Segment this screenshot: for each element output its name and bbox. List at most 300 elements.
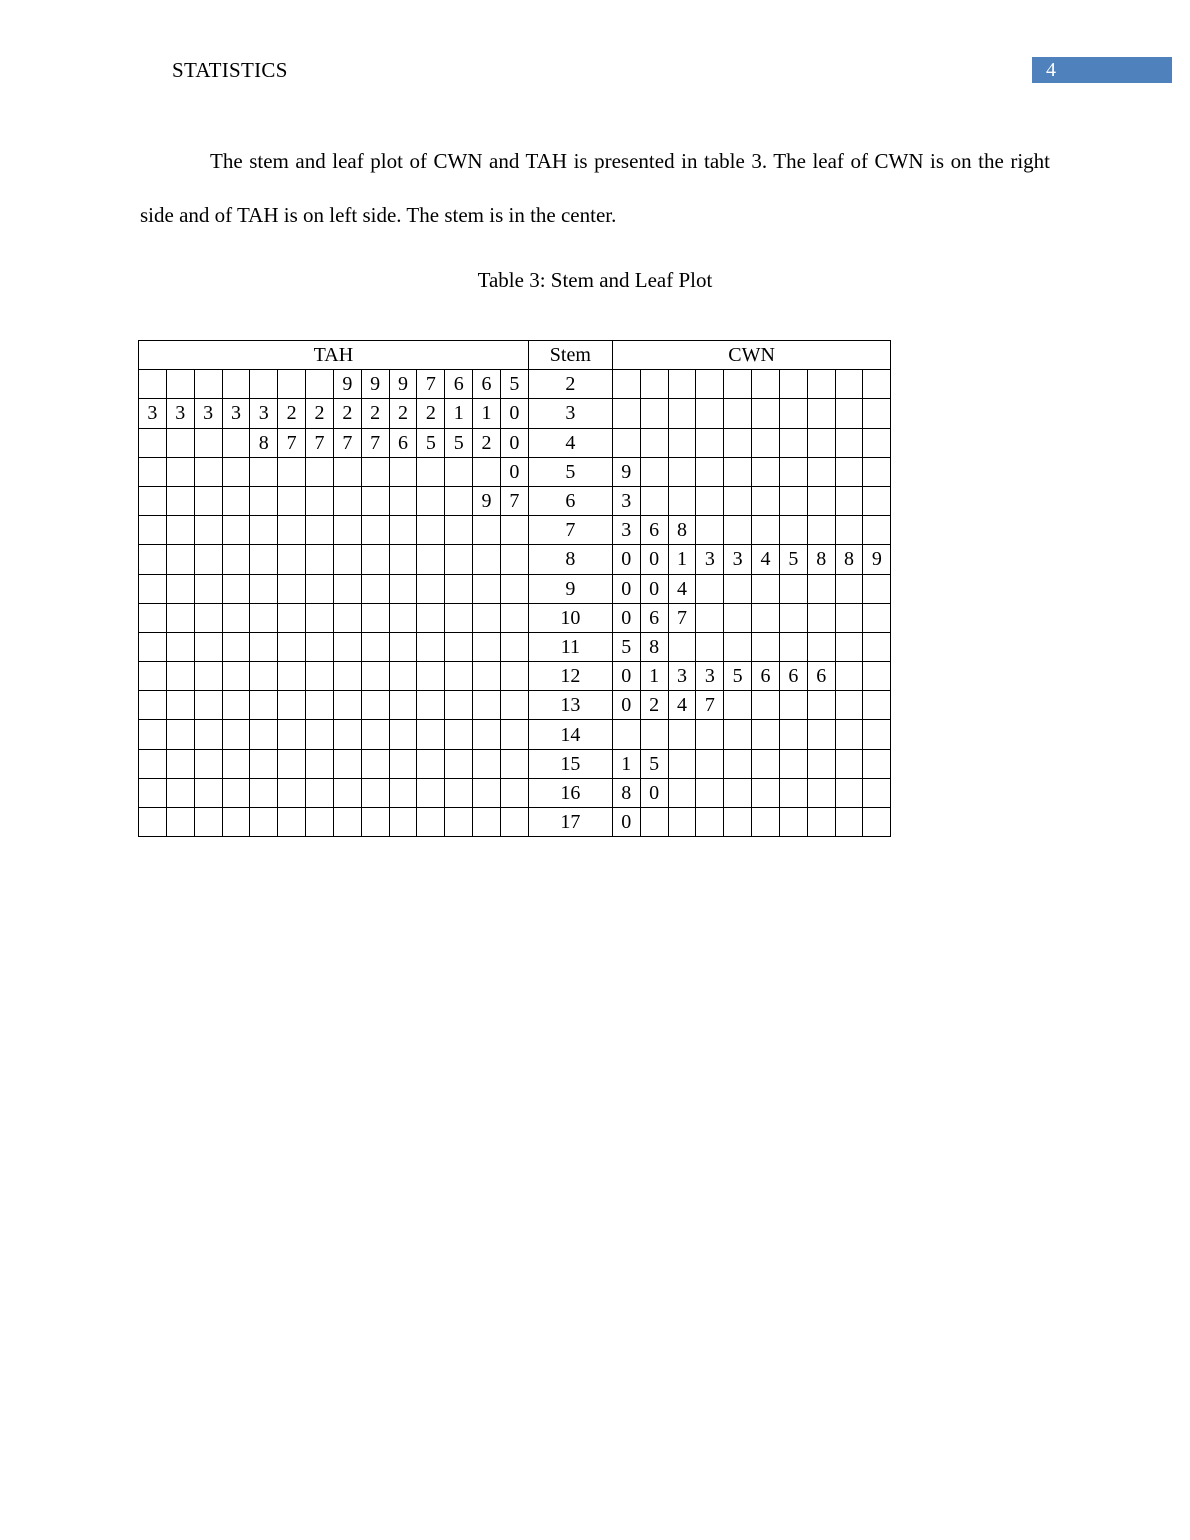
tah-leaf-cell (306, 808, 334, 837)
tah-leaf-cell (445, 545, 473, 574)
table-row (139, 516, 891, 545)
tah-leaf-cell (222, 370, 250, 399)
tah-leaf-cell (139, 749, 167, 778)
cwn-leaf-cell: 3 (612, 486, 640, 515)
cwn-leaf-cell (724, 720, 752, 749)
tah-leaf-cell (445, 778, 473, 807)
cwn-leaf-cell (779, 370, 807, 399)
cwn-leaf-cell (696, 778, 724, 807)
table-row (139, 603, 891, 632)
stem-cell: 10 (528, 603, 612, 632)
cwn-leaf-cell: 0 (612, 662, 640, 691)
cwn-leaf-cell (752, 808, 780, 837)
tah-leaf-cell (306, 457, 334, 486)
tah-leaf-cell (500, 691, 528, 720)
cwn-leaf-cell: 0 (612, 545, 640, 574)
cwn-leaf-cell (640, 720, 668, 749)
tah-leaf-cell (445, 574, 473, 603)
tah-leaf-cell (194, 691, 222, 720)
cwn-leaf-cell (612, 370, 640, 399)
tah-leaf-cell: 7 (306, 428, 334, 457)
tah-leaf-cell (139, 632, 167, 661)
cwn-leaf-cell (724, 457, 752, 486)
cwn-leaf-cell: 3 (696, 662, 724, 691)
tah-leaf-cell (222, 603, 250, 632)
tah-leaf-cell (250, 516, 278, 545)
tah-leaf-cell: 9 (361, 370, 389, 399)
cwn-leaf-cell (807, 808, 835, 837)
tah-leaf-cell (445, 486, 473, 515)
cwn-leaf-cell (779, 632, 807, 661)
stem-cell: 8 (528, 545, 612, 574)
tah-leaf-cell (194, 749, 222, 778)
tah-leaf-cell (389, 603, 417, 632)
cwn-leaf-cell (668, 399, 696, 428)
stem-cell: 5 (528, 457, 612, 486)
cwn-leaf-cell (696, 370, 724, 399)
tah-leaf-cell (361, 516, 389, 545)
cwn-leaf-cell: 0 (640, 574, 668, 603)
cwn-leaf-cell: 8 (612, 778, 640, 807)
cwn-leaf-cell (696, 428, 724, 457)
tah-leaf-cell (389, 545, 417, 574)
tah-leaf-cell (250, 749, 278, 778)
tah-leaf-cell: 3 (250, 399, 278, 428)
cwn-leaf-cell: 8 (668, 516, 696, 545)
tah-leaf-cell (473, 749, 501, 778)
tah-leaf-cell (306, 691, 334, 720)
tah-leaf-cell (139, 778, 167, 807)
cwn-leaf-cell (668, 720, 696, 749)
cwn-leaf-cell (779, 457, 807, 486)
cwn-leaf-cell (696, 632, 724, 661)
tah-leaf-cell (278, 516, 306, 545)
cwn-leaf-cell: 0 (612, 603, 640, 632)
cwn-leaf-cell (835, 749, 863, 778)
tah-leaf-cell (445, 808, 473, 837)
cwn-leaf-cell (696, 399, 724, 428)
tah-leaf-cell (250, 662, 278, 691)
tah-leaf-cell (389, 691, 417, 720)
tah-leaf-cell (333, 516, 361, 545)
tah-leaf-cell (250, 691, 278, 720)
table-caption: Table 3: Stem and Leaf Plot (477, 268, 713, 292)
cwn-leaf-cell: 9 (863, 545, 891, 574)
tah-leaf-cell (333, 457, 361, 486)
cwn-leaf-cell (668, 370, 696, 399)
tah-leaf-cell (194, 808, 222, 837)
cwn-leaf-cell (835, 778, 863, 807)
tah-leaf-cell: 5 (445, 428, 473, 457)
tah-leaf-cell (250, 486, 278, 515)
tah-leaf-cell: 0 (500, 399, 528, 428)
cwn-leaf-cell (668, 778, 696, 807)
tah-leaf-cell: 3 (194, 399, 222, 428)
stem-cell: 3 (528, 399, 612, 428)
tah-leaf-cell (194, 778, 222, 807)
cwn-leaf-cell (835, 691, 863, 720)
tah-leaf-cell (166, 457, 194, 486)
tah-leaf-cell (139, 545, 167, 574)
cwn-leaf-cell (724, 808, 752, 837)
tah-leaf-cell (194, 603, 222, 632)
tah-leaf-cell (389, 662, 417, 691)
tah-leaf-cell: 2 (278, 399, 306, 428)
cwn-leaf-cell: 6 (779, 662, 807, 691)
tah-leaf-cell (445, 516, 473, 545)
table-row (139, 778, 891, 807)
tah-leaf-cell (250, 632, 278, 661)
cwn-leaf-cell (668, 632, 696, 661)
cwn-leaf-cell: 6 (640, 603, 668, 632)
cwn-leaf-cell (696, 603, 724, 632)
cwn-leaf-cell (835, 370, 863, 399)
tah-leaf-cell (361, 486, 389, 515)
cwn-leaf-cell: 4 (752, 545, 780, 574)
stem-cell: 2 (528, 370, 612, 399)
tah-leaf-cell (333, 720, 361, 749)
tah-leaf-cell (473, 662, 501, 691)
table-row (139, 399, 891, 428)
body-paragraph: The stem and leaf plot of CWN and TAH is presented in table 3. The leaf of CWN is on the right side and of TAH is on left side. The stem is in the center. (140, 149, 1050, 227)
tah-leaf-cell (473, 545, 501, 574)
cwn-leaf-cell (752, 632, 780, 661)
cwn-leaf-cell (835, 486, 863, 515)
tah-leaf-cell: 5 (417, 428, 445, 457)
cwn-leaf-cell (835, 457, 863, 486)
tah-leaf-cell (194, 516, 222, 545)
cwn-leaf-cell (863, 749, 891, 778)
cwn-leaf-cell (835, 662, 863, 691)
tah-leaf-cell (250, 370, 278, 399)
cwn-leaf-cell (835, 574, 863, 603)
cwn-leaf-cell (724, 632, 752, 661)
cwn-leaf-cell (612, 428, 640, 457)
tah-leaf-cell (250, 603, 278, 632)
tah-leaf-cell: 0 (500, 428, 528, 457)
tah-leaf-cell (445, 603, 473, 632)
tah-leaf-cell (333, 778, 361, 807)
tah-leaf-cell: 8 (250, 428, 278, 457)
cwn-leaf-cell (863, 457, 891, 486)
tah-leaf-cell (417, 808, 445, 837)
cwn-leaf-cell (863, 399, 891, 428)
tah-leaf-cell (389, 632, 417, 661)
tah-leaf-cell (500, 720, 528, 749)
tah-leaf-cell (361, 632, 389, 661)
cwn-leaf-cell (807, 457, 835, 486)
cwn-leaf-cell (779, 486, 807, 515)
tah-leaf-cell (333, 749, 361, 778)
tah-leaf-cell (306, 778, 334, 807)
cwn-leaf-cell: 0 (612, 691, 640, 720)
tah-leaf-cell: 6 (445, 370, 473, 399)
cwn-leaf-cell (807, 370, 835, 399)
cwn-leaf-cell (835, 516, 863, 545)
tah-leaf-cell (417, 603, 445, 632)
tah-leaf-cell (500, 516, 528, 545)
tah-leaf-cell (417, 574, 445, 603)
tah-leaf-cell (306, 632, 334, 661)
tah-leaf-cell (417, 486, 445, 515)
cwn-leaf-cell (835, 632, 863, 661)
tah-leaf-cell (333, 662, 361, 691)
cwn-leaf-cell: 8 (835, 545, 863, 574)
stem-cell: 15 (528, 749, 612, 778)
tah-leaf-cell (139, 428, 167, 457)
cwn-leaf-cell (863, 370, 891, 399)
cwn-leaf-cell (835, 428, 863, 457)
cwn-leaf-cell (779, 428, 807, 457)
tah-leaf-cell (250, 574, 278, 603)
cwn-leaf-cell (779, 749, 807, 778)
tah-leaf-cell (139, 457, 167, 486)
cwn-leaf-cell (835, 399, 863, 428)
tah-leaf-cell: 9 (473, 486, 501, 515)
tah-leaf-cell (278, 632, 306, 661)
cwn-leaf-cell (696, 457, 724, 486)
cwn-leaf-cell (807, 720, 835, 749)
cwn-leaf-cell (779, 516, 807, 545)
tah-leaf-cell (222, 574, 250, 603)
table-row (139, 457, 891, 486)
table-row (139, 486, 891, 515)
cwn-leaf-cell (752, 399, 780, 428)
cwn-leaf-cell (640, 399, 668, 428)
stem-cell: 6 (528, 486, 612, 515)
tah-leaf-cell (222, 749, 250, 778)
cwn-leaf-cell (807, 691, 835, 720)
cwn-leaf-cell (863, 691, 891, 720)
cwn-leaf-cell (724, 516, 752, 545)
tah-leaf-cell (500, 632, 528, 661)
table-row (139, 545, 891, 574)
stem-cell: 9 (528, 574, 612, 603)
cwn-leaf-cell: 3 (696, 545, 724, 574)
tah-leaf-cell (139, 662, 167, 691)
running-head: STATISTICS (172, 58, 288, 82)
cwn-leaf-cell: 8 (807, 545, 835, 574)
tah-leaf-cell (278, 691, 306, 720)
cwn-leaf-cell (696, 808, 724, 837)
cwn-leaf-cell (807, 574, 835, 603)
tah-leaf-cell (139, 370, 167, 399)
cwn-leaf-cell: 6 (752, 662, 780, 691)
tah-leaf-cell (500, 545, 528, 574)
cwn-leaf-cell (696, 720, 724, 749)
cwn-leaf-cell (752, 603, 780, 632)
tah-leaf-cell (166, 486, 194, 515)
cwn-leaf-cell: 3 (612, 516, 640, 545)
stem-cell: 17 (528, 808, 612, 837)
tah-leaf-cell (417, 778, 445, 807)
tah-leaf-cell (194, 632, 222, 661)
table-header-row (139, 341, 891, 370)
tah-leaf-cell (500, 778, 528, 807)
cwn-leaf-cell: 5 (612, 632, 640, 661)
stem-cell: 16 (528, 778, 612, 807)
tah-leaf-cell (306, 545, 334, 574)
tah-leaf-cell (278, 749, 306, 778)
tah-leaf-cell (306, 749, 334, 778)
tah-leaf-cell (222, 545, 250, 574)
cwn-leaf-cell (640, 457, 668, 486)
tah-leaf-cell (473, 603, 501, 632)
cwn-leaf-cell (863, 808, 891, 837)
tah-leaf-cell (250, 457, 278, 486)
cwn-leaf-cell: 5 (724, 662, 752, 691)
tah-leaf-cell (278, 778, 306, 807)
tah-leaf-cell (445, 691, 473, 720)
cwn-leaf-cell (724, 370, 752, 399)
cwn-leaf-cell (752, 370, 780, 399)
tah-leaf-cell (222, 720, 250, 749)
cwn-leaf-cell (779, 399, 807, 428)
cwn-leaf-cell: 4 (668, 574, 696, 603)
cwn-leaf-cell (668, 749, 696, 778)
table-row (139, 662, 891, 691)
stem-cell: 13 (528, 691, 612, 720)
cwn-leaf-cell (752, 749, 780, 778)
page-number: 4 (1032, 57, 1172, 83)
cwn-leaf-cell (612, 720, 640, 749)
tah-leaf-cell (445, 749, 473, 778)
tah-leaf-cell (139, 574, 167, 603)
cwn-leaf-cell (807, 428, 835, 457)
tah-leaf-cell (333, 808, 361, 837)
stem-cell: 4 (528, 428, 612, 457)
tah-leaf-cell (166, 370, 194, 399)
tah-leaf-cell (278, 808, 306, 837)
tah-leaf-cell (389, 808, 417, 837)
tah-leaf-cell (333, 545, 361, 574)
tah-leaf-cell (445, 457, 473, 486)
cwn-leaf-cell (640, 486, 668, 515)
table-row (139, 428, 891, 457)
cwn-leaf-cell (668, 486, 696, 515)
table-row (139, 808, 891, 837)
cwn-leaf-cell (724, 749, 752, 778)
cwn-leaf-cell (835, 808, 863, 837)
tah-leaf-cell (194, 574, 222, 603)
tah-leaf-cell (361, 720, 389, 749)
cwn-leaf-cell: 0 (640, 778, 668, 807)
tah-leaf-cell (250, 808, 278, 837)
cwn-leaf-cell (863, 720, 891, 749)
tah-leaf-cell (445, 662, 473, 691)
cwn-leaf-cell (779, 808, 807, 837)
cwn-leaf-cell (752, 720, 780, 749)
tah-leaf-cell (361, 662, 389, 691)
tah-leaf-cell (222, 808, 250, 837)
table-row (139, 720, 891, 749)
cwn-header: CWN (612, 341, 890, 370)
cwn-leaf-cell (807, 486, 835, 515)
tah-leaf-cell (389, 516, 417, 545)
tah-leaf-cell (222, 662, 250, 691)
cwn-leaf-cell: 1 (612, 749, 640, 778)
cwn-leaf-cell: 5 (779, 545, 807, 574)
tah-leaf-cell: 1 (445, 399, 473, 428)
cwn-leaf-cell: 7 (668, 603, 696, 632)
tah-leaf-cell (473, 778, 501, 807)
tah-leaf-cell (166, 720, 194, 749)
tah-leaf-cell (306, 486, 334, 515)
cwn-leaf-cell (668, 457, 696, 486)
tah-leaf-cell (417, 632, 445, 661)
tah-leaf-cell (361, 691, 389, 720)
tah-leaf-cell (139, 808, 167, 837)
tah-leaf-cell (194, 545, 222, 574)
tah-leaf-cell (473, 457, 501, 486)
cwn-leaf-cell (835, 720, 863, 749)
cwn-leaf-cell (863, 428, 891, 457)
tah-leaf-cell (166, 545, 194, 574)
tah-leaf-cell (333, 574, 361, 603)
tah-leaf-cell (473, 632, 501, 661)
cwn-leaf-cell (863, 662, 891, 691)
tah-leaf-cell (278, 603, 306, 632)
cwn-leaf-cell (807, 399, 835, 428)
tah-leaf-cell (389, 457, 417, 486)
tah-leaf-cell: 3 (222, 399, 250, 428)
tah-leaf-cell (500, 574, 528, 603)
cwn-leaf-cell (724, 778, 752, 807)
tah-leaf-cell (389, 749, 417, 778)
tah-leaf-cell (417, 720, 445, 749)
tah-leaf-cell (194, 662, 222, 691)
tah-leaf-cell (194, 720, 222, 749)
tah-header: TAH (139, 341, 529, 370)
tah-leaf-cell: 2 (306, 399, 334, 428)
tah-leaf-cell (333, 632, 361, 661)
tah-leaf-cell: 2 (473, 428, 501, 457)
cwn-leaf-cell (807, 603, 835, 632)
tah-leaf-cell (166, 778, 194, 807)
cwn-leaf-cell (640, 370, 668, 399)
tah-leaf-cell (361, 574, 389, 603)
cwn-leaf-cell (696, 574, 724, 603)
cwn-leaf-cell (779, 574, 807, 603)
tah-leaf-cell (278, 720, 306, 749)
tah-leaf-cell (500, 808, 528, 837)
cwn-leaf-cell (779, 720, 807, 749)
tah-leaf-cell (250, 778, 278, 807)
stem-header: Stem (528, 341, 612, 370)
tah-leaf-cell (222, 516, 250, 545)
cwn-leaf-cell (696, 486, 724, 515)
tah-leaf-cell: 3 (166, 399, 194, 428)
cwn-leaf-cell (752, 457, 780, 486)
cwn-leaf-cell (807, 778, 835, 807)
tah-leaf-cell (194, 486, 222, 515)
cwn-leaf-cell: 6 (807, 662, 835, 691)
cwn-leaf-cell (724, 691, 752, 720)
tah-leaf-cell (166, 603, 194, 632)
tah-leaf-cell (250, 545, 278, 574)
tah-leaf-cell (361, 603, 389, 632)
stem-leaf-table (138, 340, 891, 837)
cwn-leaf-cell (835, 603, 863, 632)
tah-leaf-cell (278, 486, 306, 515)
tah-leaf-cell (306, 720, 334, 749)
cwn-leaf-cell (724, 603, 752, 632)
cwn-leaf-cell (863, 778, 891, 807)
tah-leaf-cell (417, 457, 445, 486)
tah-leaf-cell (389, 778, 417, 807)
tah-leaf-cell: 7 (417, 370, 445, 399)
cwn-leaf-cell (752, 691, 780, 720)
